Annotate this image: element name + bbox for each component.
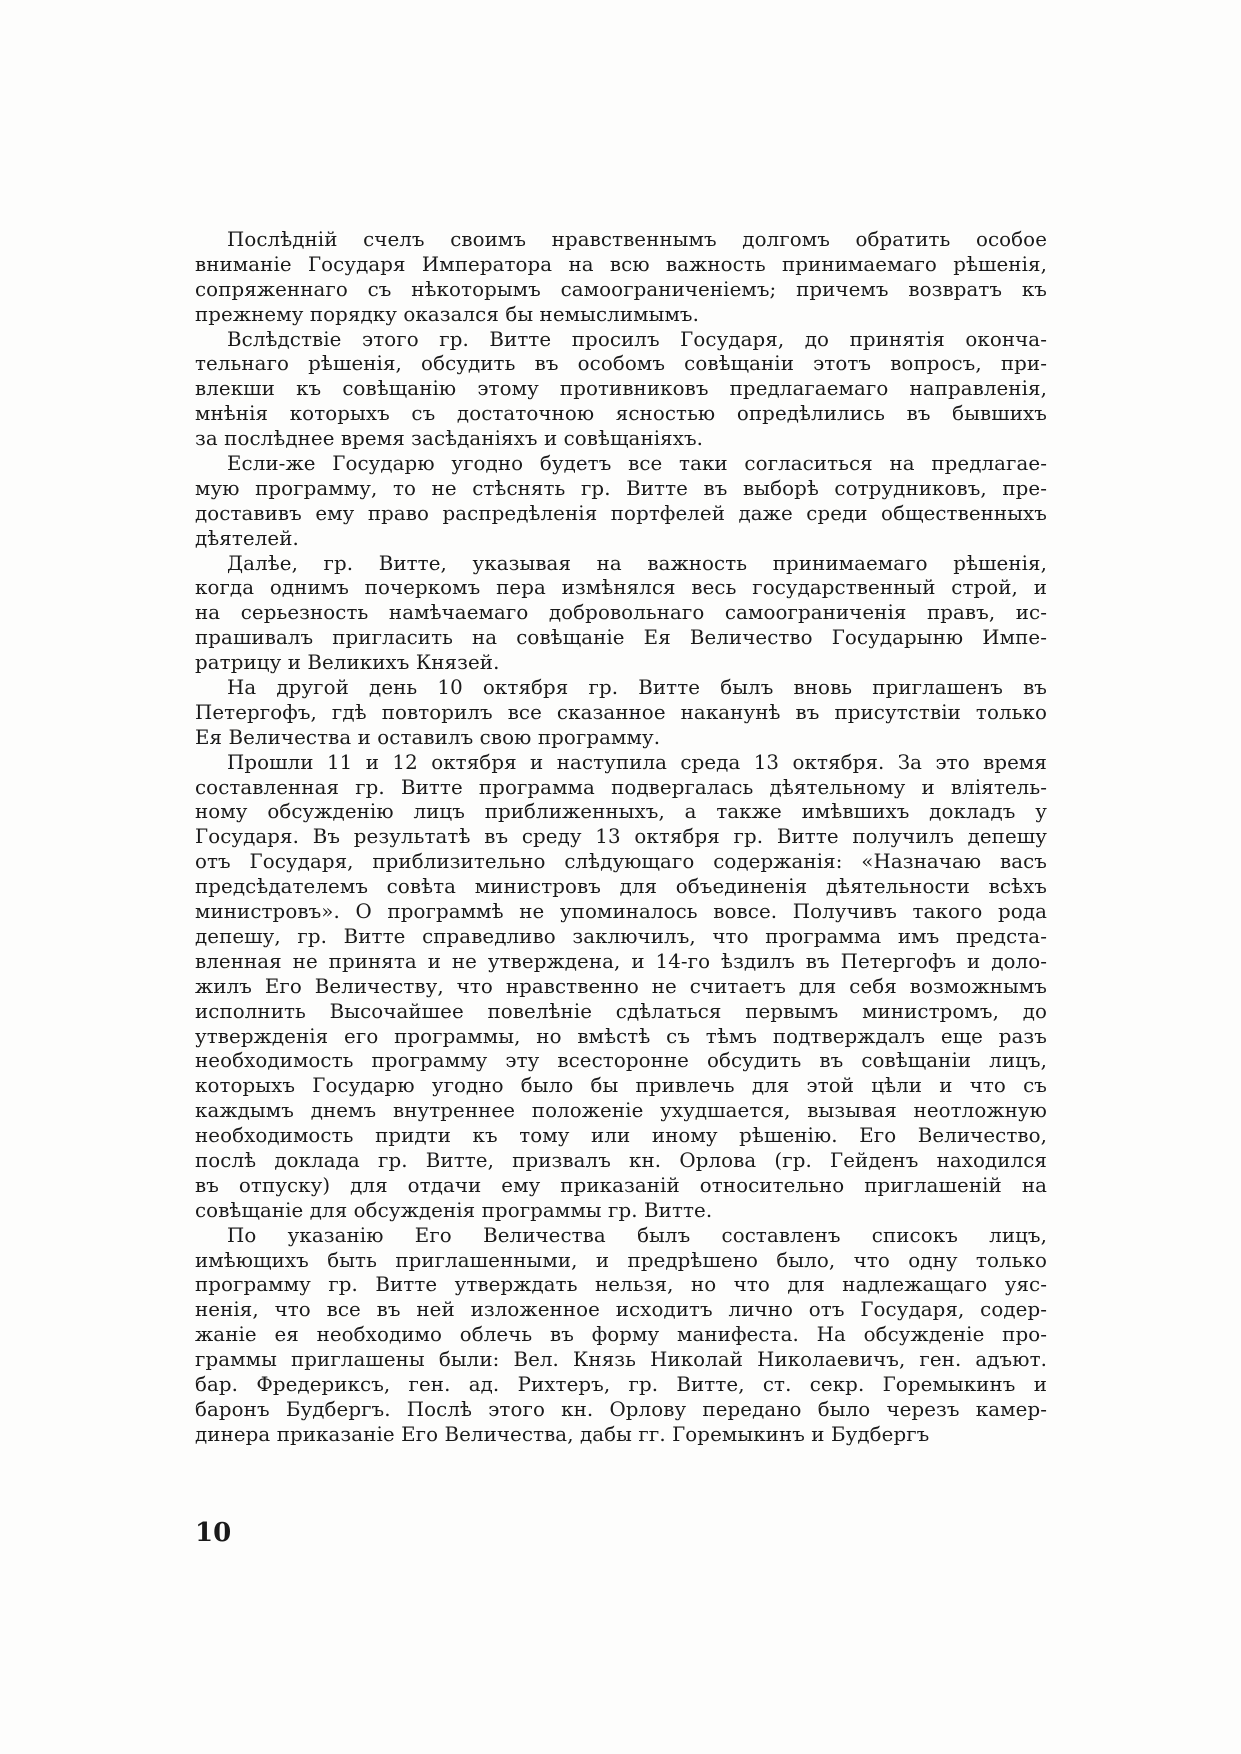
paragraph (195, 751, 1047, 1224)
text-line: Прошли 11 и 12 октября и наступила среда 13 октября. За это время (227, 750, 1047, 774)
text-line: дѣятелей. (195, 526, 299, 550)
text-line: мую программу, то не стѣснять гр. Витте въ выборѣ сотрудниковъ, пре- (195, 476, 1047, 500)
text-line: динера приказанiе Его Величества, дабы гг. Горемыкинъ и Будбергъ (195, 1422, 930, 1446)
text-line: На другой день 10 октября гр. Витте былъ вновь приглашенъ въ (227, 676, 1047, 700)
text-line: составленная гр. Витте программа подвергалась дѣятельному и влiятель- (195, 775, 1047, 799)
text-line: исполнить Высочайшее повелѣнiе сдѣлаться первымъ министромъ, до (195, 999, 1047, 1023)
text-line: Послѣднiй счелъ своимъ нравственнымъ долгомъ обратить особое (227, 228, 1047, 251)
text-line: вленная не принята и не утверждена, и 14-го ѣздилъ въ Петергофъ и доло- (195, 949, 1047, 973)
text-line: когда однимъ почеркомъ пера измѣнялся весь государственный строй, и (195, 576, 1047, 600)
paragraph (195, 452, 1047, 552)
page-number: 10 (195, 1518, 232, 1548)
text-line: въ отпуску) для отдачи ему приказанiй относительно приглашенiй на (195, 1173, 1047, 1197)
text-line: вниманiе Государя Императора на всю важность принимаемаго рѣшенiя, (195, 252, 1047, 276)
text-line: жилъ Его Величеству, что нравственно не считаетъ для себя возможнымъ (195, 974, 1047, 998)
text-line: предсѣдателемъ совѣта министровъ для объединенiя дѣятельности всѣхъ (195, 875, 1047, 899)
text-line: министровъ». О программѣ не упоминалось вовсе. Получивъ такого рода (195, 900, 1047, 924)
text-line: послѣ доклада гр. Витте, призвалъ кн. Орлова (гр. Гейденъ находился (195, 1148, 1047, 1172)
text-line: граммы приглашены были: Вел. Князь Николай Николаевичъ, ген. адъют. (195, 1348, 1047, 1372)
paragraph (195, 328, 1047, 452)
text-line: утвержденiя его программы, но вмѣстѣ съ тѣмъ подтверждалъ еще разъ (195, 1024, 1047, 1048)
text-line: прежнему порядку оказался бы немыслимымъ. (195, 302, 700, 326)
body-text (195, 228, 1047, 1448)
text-line: депешу, гр. Витте справедливо заключилъ, что программа имъ предста- (195, 924, 1047, 948)
text-line: отъ Государя, приблизительно слѣдующаго содержанiя: «Назначаю васъ (195, 850, 1047, 874)
text-line: программу гр. Витте утверждать нельзя, но что для надлежащаго уяс- (195, 1273, 1047, 1297)
text-line: за послѣднее время засѣданiяхъ и совѣщанiяхъ. (195, 427, 704, 451)
text-line: ному обсужденiю лицъ приближенныхъ, а также имѣвшихъ докладъ у (195, 800, 1047, 824)
text-line: ненiя, что все въ ней изложенное исходитъ лично отъ Государя, содер- (195, 1298, 1047, 1322)
text-line: влекши къ совѣщанiю этому противниковъ предлагаемаго направленiя, (195, 377, 1047, 401)
text-line: Государя. Въ результатѣ въ среду 13 октября гр. Витте получилъ депешу (195, 825, 1047, 849)
text-line: каждымъ днемъ внутреннее положенiе ухудшается, вызывая неотложную (195, 1099, 1047, 1123)
text-line: мнѣнiя которыхъ съ достаточною ясностью опредѣлились въ бывшихъ (195, 402, 1047, 426)
text-line: жанiе ея необходимо облечь въ форму манифеста. На обсужденiе про- (195, 1323, 1047, 1347)
text-line: Ея Величества и оставилъ свою программу. (195, 725, 661, 749)
text-line: тельнаго рѣшенiя, обсудить въ особомъ совѣщанiи этотъ вопросъ, при- (195, 352, 1047, 376)
text-line: сопряженнаго съ нѣкоторымъ самоограниченiемъ; причемъ возвратъ къ (195, 277, 1047, 301)
text-line: ратрицу и Великихъ Князей. (195, 651, 500, 675)
text-line: Далѣе, гр. Витте, указывая на важность принимаемаго рѣшенiя, (227, 551, 1047, 575)
text-line: прашивалъ пригласить на совѣщанiе Ея Величество Государыню Импе- (195, 626, 1047, 650)
paragraph (195, 676, 1047, 751)
text-line: Петергофъ, гдѣ повторилъ все сказанное наканунѣ въ присутствiи только (195, 700, 1047, 724)
text-line: доставивъ ему право распредѣленiя портфелей даже среди общественныхъ (195, 501, 1047, 525)
text-line: Вслѣдствiе этого гр. Витте просилъ Государя, до принятiя оконча- (227, 327, 1047, 351)
paragraph (195, 1224, 1047, 1448)
text-line: которыхъ Государю угодно было бы привлечь для этой цѣли и что съ (195, 1074, 1047, 1098)
text-line: По указанiю Его Величества былъ составленъ списокъ лицъ, (227, 1223, 1047, 1247)
text-line: на серьезность намѣчаемаго добровольнаго самоограниченiя правъ, ис- (195, 601, 1047, 625)
text-line: имѣющихъ быть приглашенными, и предрѣшено было, что одну только (195, 1248, 1047, 1272)
paragraph (195, 552, 1047, 676)
text-line: необходимость придти къ тому или иному рѣшенiю. Его Величество, (195, 1124, 1047, 1148)
text-line: Если-же Государю угодно будетъ все таки согласиться на предлагае- (227, 452, 1047, 476)
text-line: бар. Фредериксъ, ген. ад. Рихтеръ, гр. Витте, ст. секр. Горемыкинъ и (195, 1372, 1047, 1396)
text-line: необходимость программу эту всесторонне обсудить въ совѣщанiи лицъ, (195, 1049, 1047, 1073)
text-line: баронъ Будбергъ. Послѣ этого кн. Орлову передано было черезъ камер- (195, 1397, 1047, 1421)
text-line: совѣщанiе для обсужденiя программы гр. Витте. (195, 1198, 713, 1222)
paragraph (195, 228, 1047, 328)
